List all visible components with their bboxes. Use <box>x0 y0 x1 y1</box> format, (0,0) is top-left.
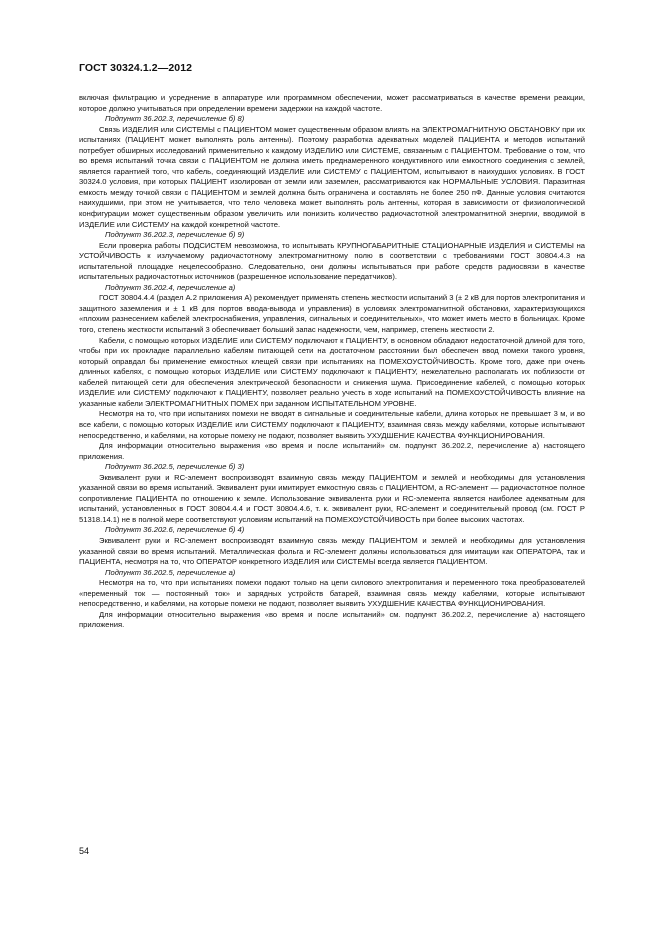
paragraph: ГОСТ 30804.4.4 (раздел А.2 приложения А) рекомендует применять степень жесткости испытаний 3 (± 2 кВ для портов электропитания и защитного заземления и ± 1 кВ для портов ввода-вывода и управления) в условиях электромагнитной обстановки, характеризующихся «плохим разнесением кабелей электроснабжения, управления, сигнальных и соединительных», что может иметь место в больницах. Кроме того, степень жесткости испытаний 3 обеспечивает больший запас надежности, чем, например, степень жесткости 2. <box>79 293 585 335</box>
paragraph: Связь ИЗДЕЛИЯ или СИСТЕМЫ с ПАЦИЕНТОМ может существенным образом влиять на ЭЛЕКТРОМАГНИТНУЮ ОБСТАНОВКУ при их испытаниях (ПАЦИЕНТ может выполнять роль антенны). Поэтому разработка адекватных моделей ПАЦИЕНТА и методов испытаний потребует обширных исследований применительно к каждому ИЗДЕЛИЮ или СИСТЕМЕ, связанным с ПАЦИЕНТОМ. Требование о том, что во время испытаний точка связи с ПАЦИЕНТОМ не должна иметь преднамеренного кондуктивного или емкостного соединения с землей, является гарантией того, что кабель, соединяющий ИЗДЕЛИЕ или СИСТЕМУ с ПАЦИЕНТОМ, испытывают в наихудших условиях. В ГОСТ 30324.0 условия, при которых ПАЦИЕНТ изолирован от земли или заземлен, рассматриваются как НОРМАЛЬНЫЕ УСЛОВИЯ. Паразитная емкость между точкой связи с ПАЦИЕНТОМ и землей должна быть ограничена и составлять не более 250 пФ. Данные условия считаются наихудшими, при этом не учитывается, что тело человека может выполнять роль антенны, которая в зависимости от физиологической конфигурации может существенным образом увеличить или понизить количество радиочастотной электромагнитной энергии, вводимой в ИЗДЕЛИЕ или СИСТЕМУ на каждой конкретной частоте. <box>79 124 585 229</box>
paragraph: Несмотря на то, что при испытаниях помехи не вводят в сигнальные и соединительные кабели, длина которых не превышает 3 м, и во все кабели, с помощью которых ИЗДЕЛИЕ или СИСТЕМУ подключают к ПАЦИЕНТУ, взаимная связь между кабелями, которые испытывают непосредственно, и кабелями, на которые помеху не подают, позволяет выявить УХУДШЕНИЕ КАЧЕСТВА ФУНКЦИОНИРОВАНИЯ. <box>79 409 585 440</box>
paragraph: Несмотря на то, что при испытаниях помехи подают только на цепи силового электропитания и переменного тока преобразователей «переменный ток — постоянный ток» и зарядных устройств батарей, взаимная связь между кабелями, которые испытывают непосредственно, и кабелями, на которые помехи не подают, позволяет выявить УХУДШЕНИЕ КАЧЕСТВА ФУНКЦИОНИРОВАНИЯ. <box>79 578 585 609</box>
document-body <box>79 93 585 631</box>
paragraph: включая фильтрацию и усреднение в аппаратуре или программном обеспечении, может рассматриваться в качестве времени реакции, которое должно учитываться при определении времени задержки на каждой частоте. <box>79 93 585 113</box>
paragraph: Эквивалент руки и RC-элемент воспроизводят взаимную связь между ПАЦИЕНТОМ и землей и необходимы для установления указанной связи во время испытаний. Эквивалент руки имитирует емкостную связь с ПАЦИЕНТОМ, а RC-элемент — радиочастотное полное сопротивление ПАЦИЕНТА по отношению к земле. Использование эквивалента руки и RC-элемента является наиболее адекватным для испытаний, установленных в ГОСТ 30804.4.4 и ГОСТ 30804.4.6, т. к. эквивалент руки, RC-элемент и соединительный провод (см. ГОСТ Р 51318.14.1) не в полной мере соответствуют условиям испытаний на ПОМЕХОУСТОЙЧИВОСТЬ при более высоких частотах. <box>79 472 585 524</box>
paragraph: Для информации относительно выражения «во время и после испытаний» см. подпункт 36.202.2, перечисление а) настоящего приложения. <box>79 441 585 461</box>
subclause-reference: Подпункт 36.202.5, перечисление б) 3) <box>105 462 245 472</box>
subclause-reference: Подпункт 36.202.3, перечисление б) 8) <box>105 114 245 124</box>
paragraph: Для информации относительно выражения «во время и после испытаний» см. подпункт 36.202.2, перечисление а) настоящего приложения. <box>79 609 585 630</box>
paragraph: Эквивалент руки и RC-элемент воспроизводят взаимную связь между ПАЦИЕНТОМ и землей и необходимы для установления указанной связи во время испытаний. Металлическая фольга и RC-элемент должны использоваться для имитации как ОПЕРАТОРА, так и ПАЦИЕНТА, несмотря на то, что ОПЕРАТОР конкретного ИЗДЕЛИЯ или СИСТЕМЫ всегда является ПАЦИЕНТОМ. <box>79 535 585 567</box>
subclause-reference: Подпункт 36.202.3, перечисление б) 9) <box>105 230 245 240</box>
subclause-reference: Подпункт 36.202.5, перечисление а) <box>105 567 236 577</box>
page-header-title: ГОСТ 30324.1.2—2012 <box>79 62 193 74</box>
page-number: 54 <box>79 846 90 856</box>
paragraph: Если проверка работы ПОДСИСТЕМ невозможна, то испытывать КРУПНОГАБАРИТНЫЕ СТАЦИОНАРНЫЕ ИЗДЕЛИЯ и СИСТЕМЫ на УСТОЙЧИВОСТЬ к излучаемому радиочастотному электромагнитному полю в соответствии с требованиями ГОСТ 30804.4.3 на испытательной площадке нецелесообразно. Следовательно, они должны испытываться при работе средств радиосвязи в качестве испытательных радиочастотных источников (разрешенное использование передатчиков). <box>79 240 585 282</box>
paragraph: Кабели, с помощью которых ИЗДЕЛИЕ или СИСТЕМУ подключают к ПАЦИЕНТУ, в основном обладают недостаточной длиной для того, чтобы при их прокладке параллельно кабелям питающей сети на достаточном расстоянии был обеспечен ввод помехи такого уровня, который оправдал бы применение емкостных клещей связи при испытаниях на ПОМЕХОУСТОЙЧИВОСТЬ. Кроме того, даже при очень длинных кабелях, с помощью которых ИЗДЕЛИЕ или СИСТЕМУ подключают к ПАЦИЕНТУ, нежелательно располагать их поблизости от кабелей питающей сети для обеспечения электрической безопасности и снижения шума. Присоединение кабелей, с помощью которых ИЗДЕЛИЕ или СИСТЕМУ подключают к ПАЦИЕНТУ, позволяет реально учесть в ходе испытаний на ПОМЕХОУСТОЙЧИВОСТЬ влияние на указанные кабели ЭЛЕКТРОМАГНИТНЫХ ПОМЕХ при заданном ИСПЫТАТЕЛЬНОМ УРОВНЕ. <box>79 335 585 408</box>
subclause-reference: Подпункт 36.202.4, перечисление а) <box>105 282 236 292</box>
subclause-reference: Подпункт 36.202.6, перечисление б) 4) <box>105 525 245 535</box>
